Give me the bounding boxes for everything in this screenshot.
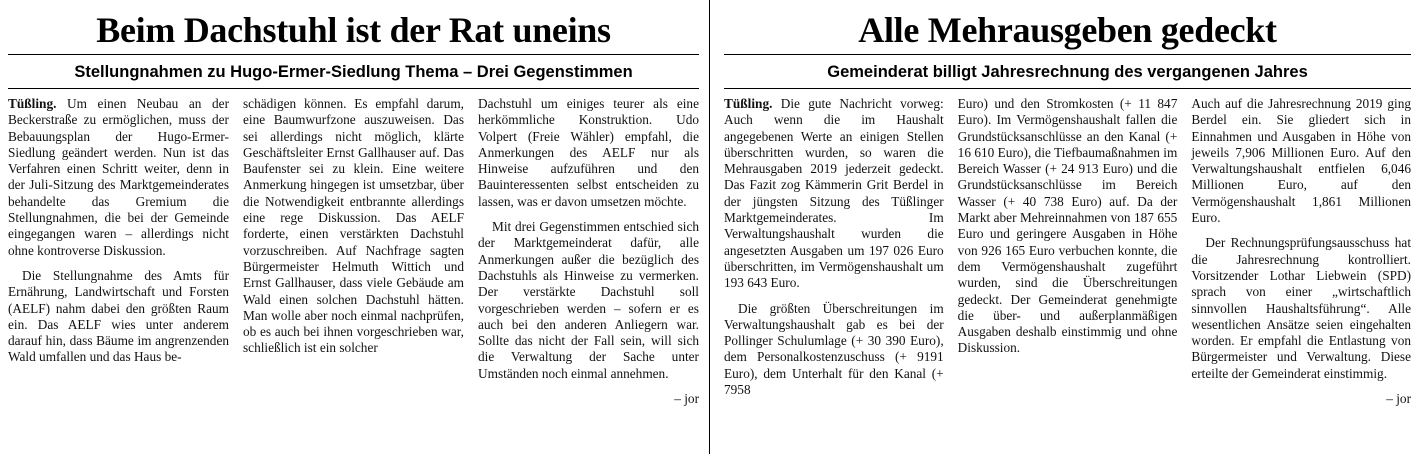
column-container [8, 96, 699, 416]
headline-divider [8, 54, 699, 55]
byline: – jor [674, 391, 699, 407]
paragraph [1191, 235, 1411, 382]
headline-divider [724, 54, 1411, 55]
page-title: Alle Mehrausgeben gedeckt [858, 10, 1277, 50]
article-left [0, 0, 709, 454]
paragraph-text: Mit drei Gegenstimmen entschied sich der Marktgemeinderat dafür, alle Anmerkungen außer die bezüglich des Dachstuhls als Hinweise zu vermerken. Der verstärkte Dachstuhl soll vorgeschrieben werden – sofern er es auch bei den anderen Anliegern war. Sollte das nicht der Fall sein, will sich die Verwaltung der Sache unter Umständen noch einmal annehmen. [478, 219, 699, 381]
subhead-divider [8, 88, 699, 89]
dateline: Tüßling. [724, 96, 773, 111]
article-subhead: Gemeinderat billigt Jahresrechnung des vergangenen Jahres [827, 63, 1308, 81]
byline: – jor [1386, 391, 1412, 407]
paragraph-text: Die gute Nachricht vorweg: Auch wenn die im Haushalt angegebenen Werte an einigen Stellen überschritten wurden, so waren die Mehrausgaben 2019 jederzeit gedeckt. Das Fazit zog Kämmerin Grit Berdel in der jüngsten Sitzung des Tüßlinger Marktgemeinderates. Im Verwaltungshaushalt wurden die angesetzten Ausgaben um 197 026 Euro überschritten, im Vermögenshaushalt um 193 643 Euro. [724, 96, 944, 291]
paragraph-text: Die Stellungnahme des Amts für Ernährung, Landwirtschaft und Forsten (AELF) nahm dabei den größten Raum ein. Das AELF wies unter anderem darauf hin, dass Bäume im angrenzenden Wald umfallen und das Haus be- [8, 267, 229, 365]
text-column [8, 96, 229, 416]
article-right [709, 0, 1419, 454]
dateline: Tüßling. [8, 96, 57, 111]
subhead-divider [724, 88, 1411, 89]
text-column [243, 96, 464, 416]
column-container [724, 96, 1411, 416]
paragraph [724, 301, 944, 399]
page-title: Beim Dachstuhl ist der Rat uneins [96, 10, 611, 50]
paragraph-text: Auch auf die Jahresrechnung 2019 ging Berdel ein. Sie gliedert sich in Einnahmen und Ausgaben in Höhe von jeweils 7,906 Millionen Euro. Auf den Verwaltungshaushalt entfielen 6,046 Millionen Euro, auf den Vermögenshaushalt 1,861 Millionen Euro. [1191, 96, 1412, 226]
paragraph [724, 96, 944, 292]
text-column [958, 96, 1178, 416]
text-column [478, 96, 699, 416]
paragraph-text: Euro) und den Stromkosten (+ 11 847 Euro). Im Vermögenshaushalt fallen die Grundstücksanschlüsse an den Kanal (+ 16 610 Euro), die Tiefbaumaßnahmen im Bereich Wasser (+ 24 913 Euro) und die Grundstücksanschlüsse im Bereich Wasser (+ 40 738 Euro) auf. Da der Markt aber Mehreinnahmen von 187 655 Euro und geringere Ausgaben in Höhe von 926 165 Euro verbuchen konnte, die dem Vermögenshaushalt zugeführt wurden, sind die Überschreitungen gedeckt. Der Gemeinderat genehmigte die über- und außerplanmäßigen Ausgaben deshalb einstimmig und ohne Diskussion. [957, 96, 1178, 356]
text-column [1191, 96, 1411, 416]
paragraph-text: schädigen können. Es empfahl darum, eine Baumwurfzone auszuweisen. Das sei allerdings nicht möglich, klärte Geschäftsleiter Ernst Gallhauser auf. Das Baufenster sei zu klein. Eine weitere Anmerkung hingegen ist umsetzbar, über die Notwendigkeit entbrannte allerdings eine rege Diskussion. Das AELF forderte, einen verstärkten Dachstuhl vorzuschreiben. Auf Nachfrage sagten Bürgermeister Helmuth Wittich und Ernst Gallhauser, dass viele Gebäude am Wald einen solchen Dachstuhl hätten. Man wolle aber noch einmal nachprüfen, ob es auch bei ihnen vorgeschrieben war, schließlich ist ein solcher [243, 96, 464, 356]
paragraph [478, 96, 699, 210]
paragraph-text: Die größten Überschreitungen im Verwaltungshaushalt gab es bei der Pollinger Schulumlage (+ 30 390 Euro), dem Personalkostenzuschuss (+ 9191 Euro), dem Unterhalt für den Kanal (+ 7958 [724, 300, 944, 398]
paragraph [8, 268, 229, 366]
paragraph [243, 96, 464, 357]
text-column [724, 96, 944, 416]
article-subhead: Stellungnahmen zu Hugo-Ermer-Siedlung Thema – Drei Gegenstimmen [74, 63, 633, 81]
paragraph [1191, 96, 1411, 226]
paragraph [478, 219, 699, 382]
paragraph-text: Dachstuhl um einiges teurer als eine herkömmliche Konstruktion. Udo Volpert (Freie Wähler) empfahl, die Anmerkungen des AELF nur als Hinweise aufzuführen und den Bauinteressenten selbst entscheiden zu lassen, was er davon umsetzen möchte. [478, 96, 699, 209]
paragraph [8, 96, 229, 259]
paragraph-text: Der Rechnungsprüfungsausschuss hat die Jahresrechnung kontrolliert. Vorsitzender Lothar Liebwein (SPD) sprach von einer „wirtschaftlich sinnvollen Haushaltsführung“. Alle wesentlichen Ansätze seien eingehalten worden. Er empfahl die Entlastung von Bürgermeister und Verwaltung. Diese erteilte der Gemeinderat einstimmig. [1191, 235, 1412, 381]
paragraph [958, 96, 1178, 357]
paragraph-text: Um einen Neubau an der Beckerstraße zu ermöglichen, muss der Bebauungsplan der Hugo-Ermer-Siedlung geändert werden. Nun ist das Verfahren einen Schritt weiter, denn in der Juli-Sitzung des Marktgemeinderates behandelte das Gremium die Stellungnahmen, die bei der Gemeinde eingegangen waren – allerdings nicht ohne kontroverse Diskussion. [8, 96, 229, 258]
